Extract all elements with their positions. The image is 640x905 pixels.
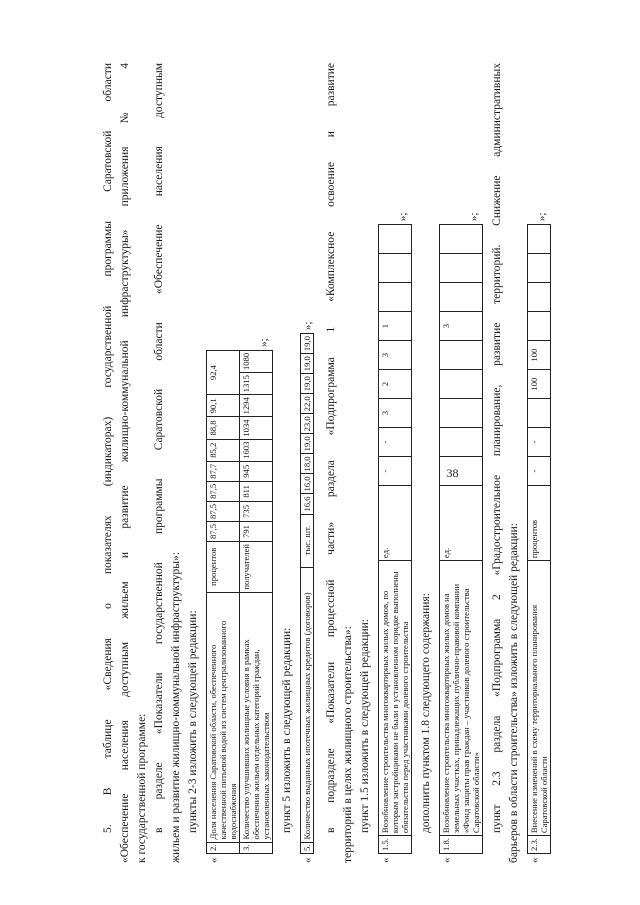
value-cell: 23,0 xyxy=(301,414,314,434)
value-cell: 1315 xyxy=(240,373,273,395)
close-quote: »; xyxy=(302,321,314,331)
indicator-name: Возобновление строительства многоквартирных жилых домов, по которым застройщиками не были в установленном порядке выполнены обязательства перед участниками долевого строительства xyxy=(379,561,412,836)
value-cell: 92,4 xyxy=(207,350,240,394)
value-cell: 735 xyxy=(240,501,273,521)
open-quote: « xyxy=(441,857,453,863)
indicator-table-1-5 xyxy=(378,224,412,854)
value-cell: 85,2 xyxy=(207,439,240,461)
indicator-table-2-3b xyxy=(527,224,551,854)
value-cell xyxy=(528,399,551,428)
table-row xyxy=(528,225,551,854)
value-cell xyxy=(440,370,483,399)
table-row xyxy=(440,225,483,854)
value-cell: 22,0 xyxy=(301,394,314,414)
value-cell: 811 xyxy=(240,481,273,501)
value-cell: 19,0 xyxy=(301,434,314,454)
value-cell xyxy=(440,225,483,254)
unit-cell: ед. xyxy=(440,486,483,561)
value-cell xyxy=(528,283,551,312)
table-row xyxy=(240,350,273,853)
para-item-1-8: дополнить пунктом 1.8 следующего содержания: xyxy=(420,593,432,833)
value-cell: 945 xyxy=(240,461,273,481)
value-cell xyxy=(528,254,551,283)
para-items-2-3: пункты 2-3 изложить в следующей редакции: xyxy=(187,610,199,833)
value-cell: 1294 xyxy=(240,395,273,417)
row-number: 2. xyxy=(207,842,240,853)
indicator-name: Доля населения Саратовской области, обеспеченного качественной питьевой водой из систем централизованного водоснабжения xyxy=(207,592,240,842)
para-item-1-5: пункт 1.5 изложить в следующей редакции: xyxy=(359,619,371,833)
value-cell xyxy=(440,254,483,283)
value-cell: 3 xyxy=(379,341,412,370)
para-5-line-1: 5. В таблице «Сведения о показателях (индикаторах) государственной программы Саратовской области xyxy=(102,63,114,833)
value-cell: 19,0 xyxy=(301,374,314,394)
table-row xyxy=(301,334,314,854)
table-items-2-3-wrap xyxy=(206,63,273,863)
value-cell xyxy=(440,341,483,370)
unit-cell: процентов xyxy=(207,541,240,592)
close-quote: »; xyxy=(397,212,409,222)
value-cell: 1080 xyxy=(240,350,273,372)
para-subsection-line-2: территорий в целях жилищного строительства»: xyxy=(342,626,354,863)
value-cell: - xyxy=(379,457,412,486)
para-item-2-3-line-1: пункт 2.3 раздела «Подпрограмма 2 «Градостроительное планирование, развитие территорий. Снижение административных xyxy=(491,63,503,833)
unit-cell: получателей xyxy=(240,541,273,592)
table-item-1-8-wrap xyxy=(439,63,483,863)
para-item-5: пункт 5 изложить в следующей редакции: xyxy=(281,627,293,833)
close-quote: »; xyxy=(468,212,480,222)
value-cell: 3 xyxy=(379,399,412,428)
indicator-name: Внесение изменений в схему территориального планирования Саратовской области xyxy=(528,561,551,836)
indicator-table-5 xyxy=(300,333,314,854)
unit-cell: процентов xyxy=(528,486,551,561)
value-cell xyxy=(440,399,483,428)
para-5-line-2: «Обеспечение населения доступным жильем и развитие жилищно-коммунальной инфраструктуры» приложения № 4 xyxy=(119,63,131,863)
value-cell: 3 xyxy=(440,312,483,341)
value-cell: 88,8 xyxy=(207,417,240,439)
value-cell: 19,0 xyxy=(301,354,314,374)
value-cell: 18,0 xyxy=(301,454,314,474)
value-cell: 87,5 xyxy=(207,521,240,541)
para-subsection-line-1: в подразделе «Показатели процессной части» раздела «Подпрограмма 1 «Комплексное освоение и развитие xyxy=(325,63,337,833)
indicator-name: Возобновление строительства многоквартирных жилых домов на земельных участках, принадлежащих публично-правовой компании «Фонд защиты прав граждан – участников долевого строительства Саратовской области» xyxy=(440,561,483,836)
indicator-name: Количество выданных ипотечных жилищных кредитов (договоров) xyxy=(301,567,314,842)
indicator-name: Количество улучшивших жилищные условия в рамках обеспечения жильем отдельных категорий граждан, установленных законодательством xyxy=(240,592,273,842)
para-section-line-2: жильем и развитие жилищно-коммунальной инфраструктуры»: xyxy=(170,552,182,863)
close-quote: »; xyxy=(258,338,270,347)
close-quote: »; xyxy=(536,212,548,222)
unit-cell: тыс. шт. xyxy=(301,514,314,567)
table-item-2-3-wrap xyxy=(527,63,551,863)
row-number: 2.3. xyxy=(528,836,551,854)
indicator-table-1-8 xyxy=(439,224,483,854)
value-cell: 87,7 xyxy=(207,461,240,481)
unit-cell: ед. xyxy=(379,486,412,561)
document-body xyxy=(100,63,557,863)
value-cell: 87,5 xyxy=(207,501,240,521)
value-cell: - xyxy=(379,428,412,457)
value-cell: 100 xyxy=(528,341,551,370)
value-cell: 16,0 xyxy=(301,474,314,494)
para-item-2-3-line-2: барьеров в области строительства» изложить в следующей редакции: xyxy=(508,523,520,863)
value-cell xyxy=(379,225,412,254)
value-cell: 1603 xyxy=(240,439,273,461)
value-cell xyxy=(528,312,551,341)
value-cell: 90,1 xyxy=(207,395,240,417)
row-number: 1.8. xyxy=(440,836,483,854)
value-cell: 87,5 xyxy=(207,481,240,501)
value-cell xyxy=(528,225,551,254)
para-section-line-1: в разделе «Показатели государственной программы Саратовской области «Обеспечение населения доступным xyxy=(153,63,165,833)
para-5-line-3: к государственной программе: xyxy=(136,713,148,863)
table-row xyxy=(207,350,240,853)
indicator-table-2-3 xyxy=(206,350,273,854)
value-cell: - xyxy=(528,457,551,486)
value-cell: - xyxy=(528,428,551,457)
value-cell: 791 xyxy=(240,521,273,541)
page-number: 38 xyxy=(446,466,459,480)
table-item-5-wrap xyxy=(300,63,317,863)
value-cell: 19,0 xyxy=(301,334,314,354)
row-number: 1.5. xyxy=(379,836,412,854)
value-cell xyxy=(440,457,483,486)
open-quote: « xyxy=(529,857,541,863)
value-cell xyxy=(440,283,483,312)
row-number: 5. xyxy=(301,842,314,853)
value-cell: 1034 xyxy=(240,417,273,439)
table-item-1-5-wrap xyxy=(378,63,412,863)
value-cell xyxy=(440,428,483,457)
value-cell xyxy=(379,254,412,283)
open-quote: « xyxy=(208,857,220,863)
value-cell: 2 xyxy=(379,370,412,399)
open-quote: « xyxy=(302,857,314,863)
value-cell xyxy=(379,283,412,312)
value-cell: 16,6 xyxy=(301,494,314,514)
value-cell: 1 xyxy=(379,312,412,341)
row-number: 3. xyxy=(240,842,273,853)
table-row xyxy=(379,225,412,854)
open-quote: « xyxy=(380,857,392,863)
value-cell: 100 xyxy=(528,370,551,399)
